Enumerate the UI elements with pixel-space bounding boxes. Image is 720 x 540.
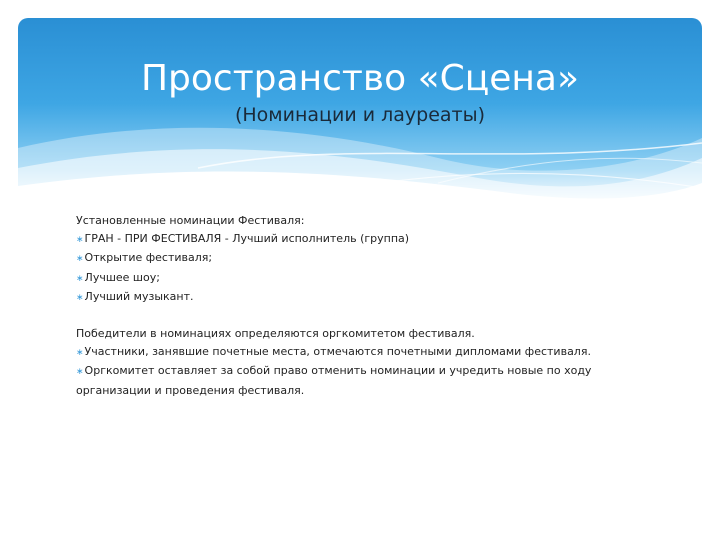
list-item: ∗Оргкомитет оставляет за собой право отменить номинации и учредить новые по ходу организации и проведения фестиваля.: [76, 364, 592, 397]
spacer: [76, 308, 656, 325]
list-item: ∗Лучший музыкант.: [76, 290, 194, 304]
bullet-icon: ∗: [76, 273, 84, 284]
bullet-icon: ∗: [76, 347, 84, 358]
header-banner: [18, 18, 702, 208]
list-item: ∗Участники, занявшие почетные места, отмечаются почетными дипломами фестиваля.: [76, 344, 591, 358]
slide-title: Пространство «Сцена»: [140, 58, 580, 99]
bullet-icon: ∗: [76, 254, 84, 265]
winners-intro: Победители в номинациях определяются оргкомитетом фестиваля.: [76, 326, 475, 340]
list-item: ∗ГРАН - ПРИ ФЕСТИВАЛЯ - Лучший исполнитель (группа): [76, 231, 410, 245]
list-item: ∗Лучшее шоу;: [76, 270, 160, 284]
list-item: ∗Открытие фестиваля;: [76, 251, 213, 265]
slide-body: [76, 212, 656, 399]
nominations-intro: Установленные номинации Фестиваля:: [76, 214, 305, 227]
bullet-icon: ∗: [76, 234, 84, 245]
slide-subtitle: (Номинации и лауреаты): [234, 104, 486, 126]
bullet-icon: ∗: [76, 293, 84, 304]
bullet-icon: ∗: [76, 367, 84, 378]
